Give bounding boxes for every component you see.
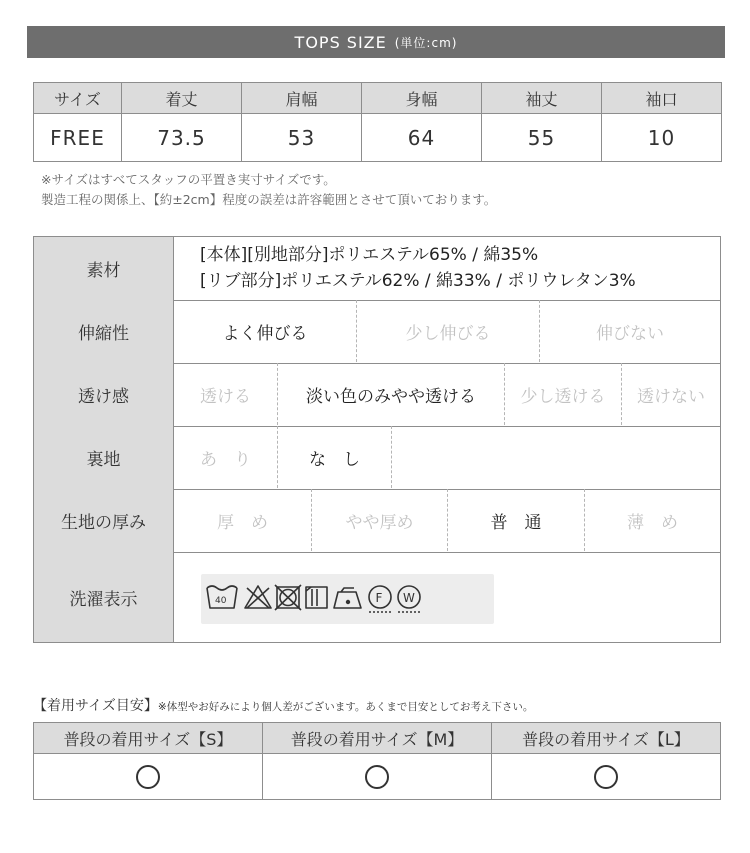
thickness-option-selected: 普 通 (490, 513, 542, 533)
sheer-option-selected: 淡い色のみやや透ける (306, 387, 476, 407)
divider (391, 426, 392, 488)
spec-label-sheer: 透け感 (34, 363, 174, 426)
no-tumble-dry-icon (275, 585, 301, 610)
size-cell: FREE (34, 114, 122, 162)
fit-guide-note: ※体型やお好みにより個人差がございます。あくまで目安としてお考え下さい。 (157, 701, 534, 713)
sheer-option: 透けない (637, 387, 705, 407)
iron-low-icon (334, 588, 361, 608)
size-header-size: サイズ (34, 83, 122, 114)
spec-label-thickness: 生地の厚み (34, 489, 174, 552)
size-table-header-row (34, 83, 722, 114)
fit-header-s: 普段の着用サイズ【S】 (34, 723, 263, 754)
sheer-option: 少し透ける (520, 387, 606, 407)
spec-label-material: 素材 (34, 237, 174, 300)
spec-row-material (34, 237, 720, 301)
spec-label-lining: 裏地 (34, 426, 174, 489)
wash-tub-temp: 40 (215, 596, 227, 606)
thickness-option: 厚 め (217, 513, 268, 533)
material-line: [リブ部分]ポリエステル62% / 綿33% / ポリウレタン3% (200, 271, 636, 291)
thickness-option: 薄 め (627, 513, 678, 533)
lining-option-selected: な し (309, 450, 360, 470)
material-line: [本体][別地部分]ポリエステル65% / 綿35% (200, 245, 539, 265)
size-header-length: 着丈 (122, 83, 242, 114)
spec-row-care (34, 552, 720, 642)
spec-label-care: 洗濯表示 (34, 552, 174, 642)
size-header-title: TOPS SIZE (294, 32, 387, 52)
care-label-image (201, 574, 494, 624)
spec-table (33, 236, 721, 643)
fit-table-row (34, 754, 721, 800)
sheer-option: 透ける (200, 387, 251, 407)
size-cell: 10 (602, 114, 722, 162)
size-header-cuff: 袖口 (602, 83, 722, 114)
fit-table-header-row (34, 723, 721, 754)
size-header-sleeve-length: 袖丈 (482, 83, 602, 114)
fit-guide-title (33, 695, 533, 715)
stretch-option: 少し伸びる (405, 324, 491, 344)
spec-row-thickness (34, 489, 720, 553)
size-header-shoulder: 肩幅 (242, 83, 362, 114)
wet-clean-w-icon (398, 586, 420, 612)
size-cell: 53 (242, 114, 362, 162)
size-table-row (34, 114, 722, 162)
fit-circle-mark (365, 765, 389, 789)
stretch-option-selected: よく伸びる (222, 324, 308, 344)
fit-circle-mark (136, 765, 160, 789)
fit-cell-s (34, 754, 263, 800)
fit-table (33, 722, 721, 800)
fit-guide-heading: 【着用サイズ目安】 (33, 698, 158, 714)
dry-clean-f-icon (369, 586, 391, 612)
thickness-option: やや厚め (345, 513, 414, 533)
size-header-bar (27, 26, 725, 58)
fit-cell-l (492, 754, 721, 800)
material-text (200, 242, 636, 294)
care-symbols (201, 574, 494, 624)
spec-row-stretch (34, 300, 720, 364)
spec-label-stretch: 伸縮性 (34, 300, 174, 363)
size-cell: 73.5 (122, 114, 242, 162)
size-header-unit: (単位:cm) (394, 35, 458, 50)
fit-circle-mark (594, 765, 618, 789)
size-cell: 64 (362, 114, 482, 162)
size-note-2: 製造工程の関係上、【約±2cm】程度の誤差は許容範囲とさせて頂いております。 (41, 192, 497, 207)
spec-row-sheer (34, 363, 720, 427)
size-header-chest: 身幅 (362, 83, 482, 114)
wash-tub-40-icon (207, 586, 237, 608)
dry-clean-letter: F (375, 591, 383, 605)
size-cell: 55 (482, 114, 602, 162)
stretch-option: 伸びない (596, 324, 664, 344)
lining-option: あ り (200, 450, 251, 470)
fit-header-m: 普段の着用サイズ【M】 (263, 723, 492, 754)
size-note-1: ※サイズはすべてスタッフの平置き実寸サイズです。 (41, 172, 336, 187)
fit-header-l: 普段の着用サイズ【L】 (492, 723, 721, 754)
fit-cell-m (263, 754, 492, 800)
wet-clean-letter: W (403, 591, 415, 605)
size-table (33, 82, 722, 162)
no-bleach-icon (245, 586, 271, 608)
spec-row-lining (34, 426, 720, 490)
hang-dry-shade-icon (306, 587, 327, 608)
